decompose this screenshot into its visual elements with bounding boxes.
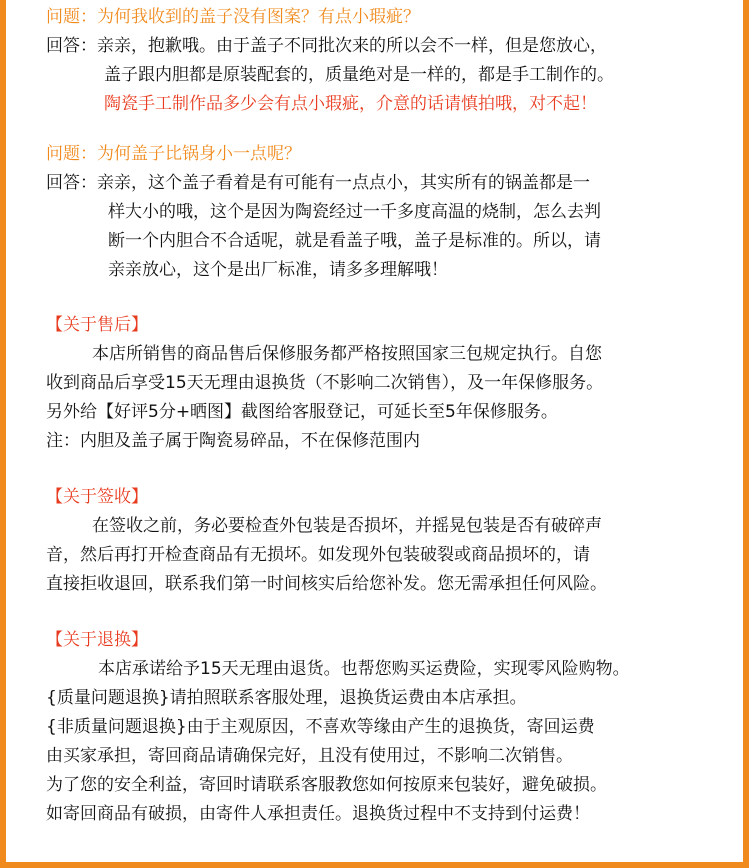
returns-line-2: {质量问题退换}请拍照联系客服处理，退换货运费由本店承担。: [46, 688, 527, 708]
faq1-notice: 陶瓷手工制作品多少会有点小瑕疵，介意的话请慎拍哦，对不起！: [104, 94, 597, 114]
faq2-question: 问题：为何盖子比锅身小一点呢？: [46, 144, 301, 164]
returns-line-4: 由买家承担，寄回商品请确保完好，且没有使用过，不影响二次销售。: [46, 746, 573, 766]
returns-heading: 【关于退换】: [46, 630, 148, 650]
signing-line-2: 音，然后再打开检查商品有无损坏。如发现外包装破裂或商品损坏的，请: [46, 545, 590, 565]
faq1-question: 问题：为何我收到的盖子没有图案？有点小瑕疵？: [46, 7, 420, 27]
faq2-answer-line-4: 亲亲放心，这个是出厂标准，请多多理解哦！: [108, 260, 448, 280]
after-sales-line-3: 另外给【好评5分+晒图】截图给客服登记，可延长至5年保修服务。: [46, 402, 558, 422]
faq2-answer-line-3: 断一个内胆合不合适呢，就是看盖子哦，盖子是标准的。所以，请: [108, 231, 601, 251]
after-sales-heading: 【关于售后】: [46, 315, 148, 335]
faq1-answer-line-2: 盖子跟内胆都是原装配套的，质量绝对是一样的，都是手工制作的。: [104, 65, 614, 85]
returns-line-3: {非质量问题退换}由于主观原因，不喜欢等缘由产生的退换货，寄回运费: [46, 717, 595, 737]
returns-line-6: 如寄回商品有破损，由寄件人承担责任。退换货过程中不支持到付运费！: [46, 804, 590, 824]
faq2-answer-line-2: 样大小的哦，这个是因为陶瓷经过一千多度高温的烧制，怎么去判: [108, 202, 601, 222]
after-sales-line-2: 收到商品后享受15天无理由退换货（不影响二次销售），及一年保修服务。: [46, 373, 604, 393]
signing-line-3: 直接拒收退回，联系我们第一时间核实后给您补发。您无需承担任何风险。: [46, 574, 607, 594]
signing-line-1: 在签收之前，务必要检查外包装是否损坏，并摇晃包装是否有破碎声: [92, 516, 602, 536]
returns-line-5: 为了您的安全利益，寄回时请联系客服教您如何按原来包装好，避免破损。: [46, 775, 607, 795]
after-sales-line-1: 本店所销售的商品售后保修服务都严格按照国家三包规定执行。自您: [92, 344, 602, 364]
signing-heading: 【关于签收】: [46, 487, 148, 507]
faq2-answer-line-1: 回答：亲亲，这个盖子看着是有可能有一点点小，其实所有的锅盖都是一: [46, 173, 590, 193]
after-sales-line-4: 注：内胆及盖子属于陶瓷易碎品，不在保修范围内: [46, 431, 420, 451]
faq1-answer-line-1: 回答：亲亲，抱歉哦。由于盖子不同批次来的所以会不一样，但是您放心，: [46, 36, 607, 56]
returns-line-1: 本店承诺给予15天无理由退货。也帮您购买运费险，实现零风险购物。: [98, 659, 630, 679]
